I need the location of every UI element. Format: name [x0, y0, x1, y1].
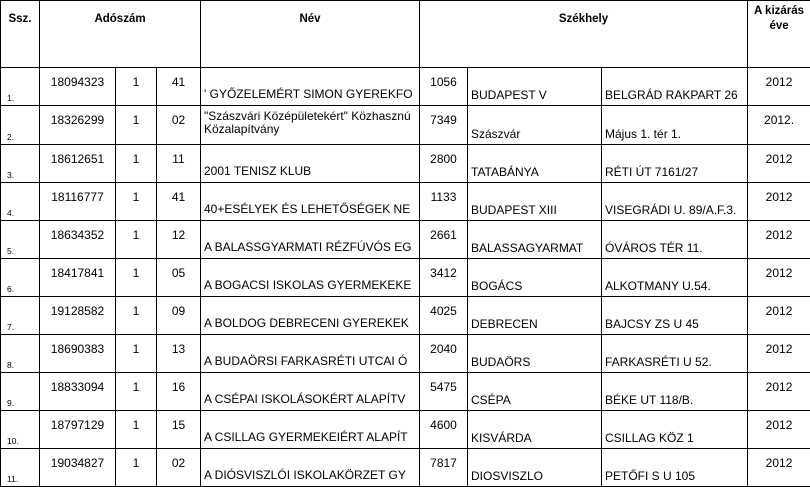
table-row [1, 335, 810, 373]
table-row [1, 106, 810, 145]
header-kizaras-eve [748, 1, 810, 68]
tax-number: 18612651 [40, 145, 116, 183]
street-address: BAJCSY ZS U 45 [602, 297, 748, 335]
organization-name: A BALASSGYARMATI RÉZFÚVÓS EG [201, 221, 420, 259]
row-number: 3. [1, 145, 40, 183]
table-row [1, 68, 810, 106]
exclusion-year: 2012 [748, 183, 810, 221]
organization-name: A BOGACSI ISKOLAS GYERMEKEKE [201, 259, 420, 297]
tax-number: 18417841 [40, 259, 116, 297]
tax-code-a: 1 [116, 373, 157, 411]
organization-name: A DIÓSVISZLÓI ISKOLAKÖRZET GY [201, 449, 420, 487]
tax-code-a: 1 [116, 297, 157, 335]
street-address: CSILLAG KÖZ 1 [602, 411, 748, 449]
organization-name: 2001 TENISZ KLUB [201, 145, 420, 183]
city: TATABÁNYA [468, 145, 602, 183]
tax-code-a: 1 [116, 68, 157, 106]
header-adoszam: Adószám [40, 1, 201, 68]
organization-name: A CSILLAG GYERMEKEIÉRT ALAPÍT [201, 411, 420, 449]
organization-name: A BUDAÖRSI FARKASRÉTI UTCAI Ó [201, 335, 420, 373]
street-address: ALKOTMANY U.54. [602, 259, 748, 297]
table-row [1, 373, 810, 411]
tax-code-b: 02 [157, 106, 201, 145]
tax-code-a: 1 [116, 221, 157, 259]
city: BALASSAGYARMAT [468, 221, 602, 259]
street-address: ÓVÁROS TÉR 11. [602, 221, 748, 259]
row-number: 6. [1, 259, 40, 297]
tax-number: 18116777 [40, 183, 116, 221]
tax-code-b: 15 [157, 411, 201, 449]
tax-code-b: 11 [157, 145, 201, 183]
organization-name: A CSÉPAI ISKOLÁSOKÉRT ALAPÍTV [201, 373, 420, 411]
city: DIOSVISZLO [468, 449, 602, 487]
tax-code-b: 09 [157, 297, 201, 335]
postal-code: 2661 [420, 221, 468, 259]
postal-code: 3412 [420, 259, 468, 297]
city: BUDAPEST XIII [468, 183, 602, 221]
table-row [1, 145, 810, 183]
tax-code-b: 05 [157, 259, 201, 297]
exclusion-year: 2012 [748, 68, 810, 106]
tax-number: 19034827 [40, 449, 116, 487]
postal-code: 2040 [420, 335, 468, 373]
street-address: RÉTI ÚT 7161/27 [602, 145, 748, 183]
table-row [1, 411, 810, 449]
city: BOGÁCS [468, 259, 602, 297]
tax-code-a: 1 [116, 411, 157, 449]
postal-code: 4600 [420, 411, 468, 449]
tax-number: 18094323 [40, 68, 116, 106]
header-kizaras-line2: éve [769, 20, 788, 32]
organization-name: A BOLDOG DEBRECENI GYEREKEK [201, 297, 420, 335]
tax-code-a: 1 [116, 335, 157, 373]
exclusion-year: 2012 [748, 221, 810, 259]
postal-code: 1133 [420, 183, 468, 221]
tax-number: 18797129 [40, 411, 116, 449]
exclusion-year: 2012. [748, 106, 810, 145]
tax-number: 18690383 [40, 335, 116, 373]
city: Szászvár [468, 106, 602, 145]
organization-name: 40+ESÉLYEK ÉS LEHETŐSÉGEK NE [201, 183, 420, 221]
postal-code: 7817 [420, 449, 468, 487]
city: DEBRECEN [468, 297, 602, 335]
tax-code-b: 16 [157, 373, 201, 411]
tax-number: 19128582 [40, 297, 116, 335]
exclusion-year: 2012 [748, 145, 810, 183]
header-row [1, 1, 810, 68]
header-kizaras-line1: A kizárás [754, 5, 804, 17]
tax-number: 18326299 [40, 106, 116, 145]
table-row [1, 297, 810, 335]
row-number: 7. [1, 297, 40, 335]
tax-code-b: 41 [157, 68, 201, 106]
postal-code: 5475 [420, 373, 468, 411]
row-number: 2. [1, 106, 40, 145]
table-row [1, 183, 810, 221]
tax-code-b: 02 [157, 449, 201, 487]
street-address: BÉKE UT 118/B. [602, 373, 748, 411]
organization-name: ' GYŐZELEMÉRT SIMON GYEREKFO [201, 68, 420, 106]
postal-code: 2800 [420, 145, 468, 183]
tax-code-a: 1 [116, 259, 157, 297]
row-number: 8. [1, 335, 40, 373]
row-number: 11. [1, 449, 40, 487]
organization-name: "Szászvári Középületekért" Közhasznú Közalapítvány [201, 106, 420, 145]
postal-code: 7349 [420, 106, 468, 145]
city: CSÉPA [468, 373, 602, 411]
exclusion-year: 2012 [748, 335, 810, 373]
tax-code-b: 12 [157, 221, 201, 259]
tax-code-a: 1 [116, 449, 157, 487]
header-ssz: Ssz. [1, 1, 40, 68]
exclusion-year: 2012 [748, 259, 810, 297]
tax-code-a: 1 [116, 145, 157, 183]
tax-code-a: 1 [116, 183, 157, 221]
table-row [1, 221, 810, 259]
city: KISVÁRDA [468, 411, 602, 449]
street-address: FARKASRÉTI U 52. [602, 335, 748, 373]
table-row [1, 449, 810, 487]
street-address: BELGRÁD RAKPART 26 [602, 68, 748, 106]
table-row [1, 259, 810, 297]
tax-number: 18634352 [40, 221, 116, 259]
row-number: 4. [1, 183, 40, 221]
street-address: VISEGRÁDI U. 89/A.F.3. [602, 183, 748, 221]
row-number: 1. [1, 68, 40, 106]
exclusion-year: 2012 [748, 411, 810, 449]
row-number: 9. [1, 373, 40, 411]
city: BUDAÖRS [468, 335, 602, 373]
exclusion-year: 2012 [748, 449, 810, 487]
city: BUDAPEST V [468, 68, 602, 106]
exclusion-year: 2012 [748, 297, 810, 335]
street-address: Május 1. tér 1. [602, 106, 748, 145]
tax-number: 18833094 [40, 373, 116, 411]
row-number: 10. [1, 411, 40, 449]
postal-code: 4025 [420, 297, 468, 335]
tax-code-a: 1 [116, 106, 157, 145]
row-number: 5. [1, 221, 40, 259]
tax-code-b: 13 [157, 335, 201, 373]
postal-code: 1056 [420, 68, 468, 106]
tax-code-b: 41 [157, 183, 201, 221]
exclusion-year: 2012 [748, 373, 810, 411]
street-address: PETŐFI S U 105 [602, 449, 748, 487]
header-nev: Név [201, 1, 420, 68]
header-szekhely: Székhely [420, 1, 748, 68]
